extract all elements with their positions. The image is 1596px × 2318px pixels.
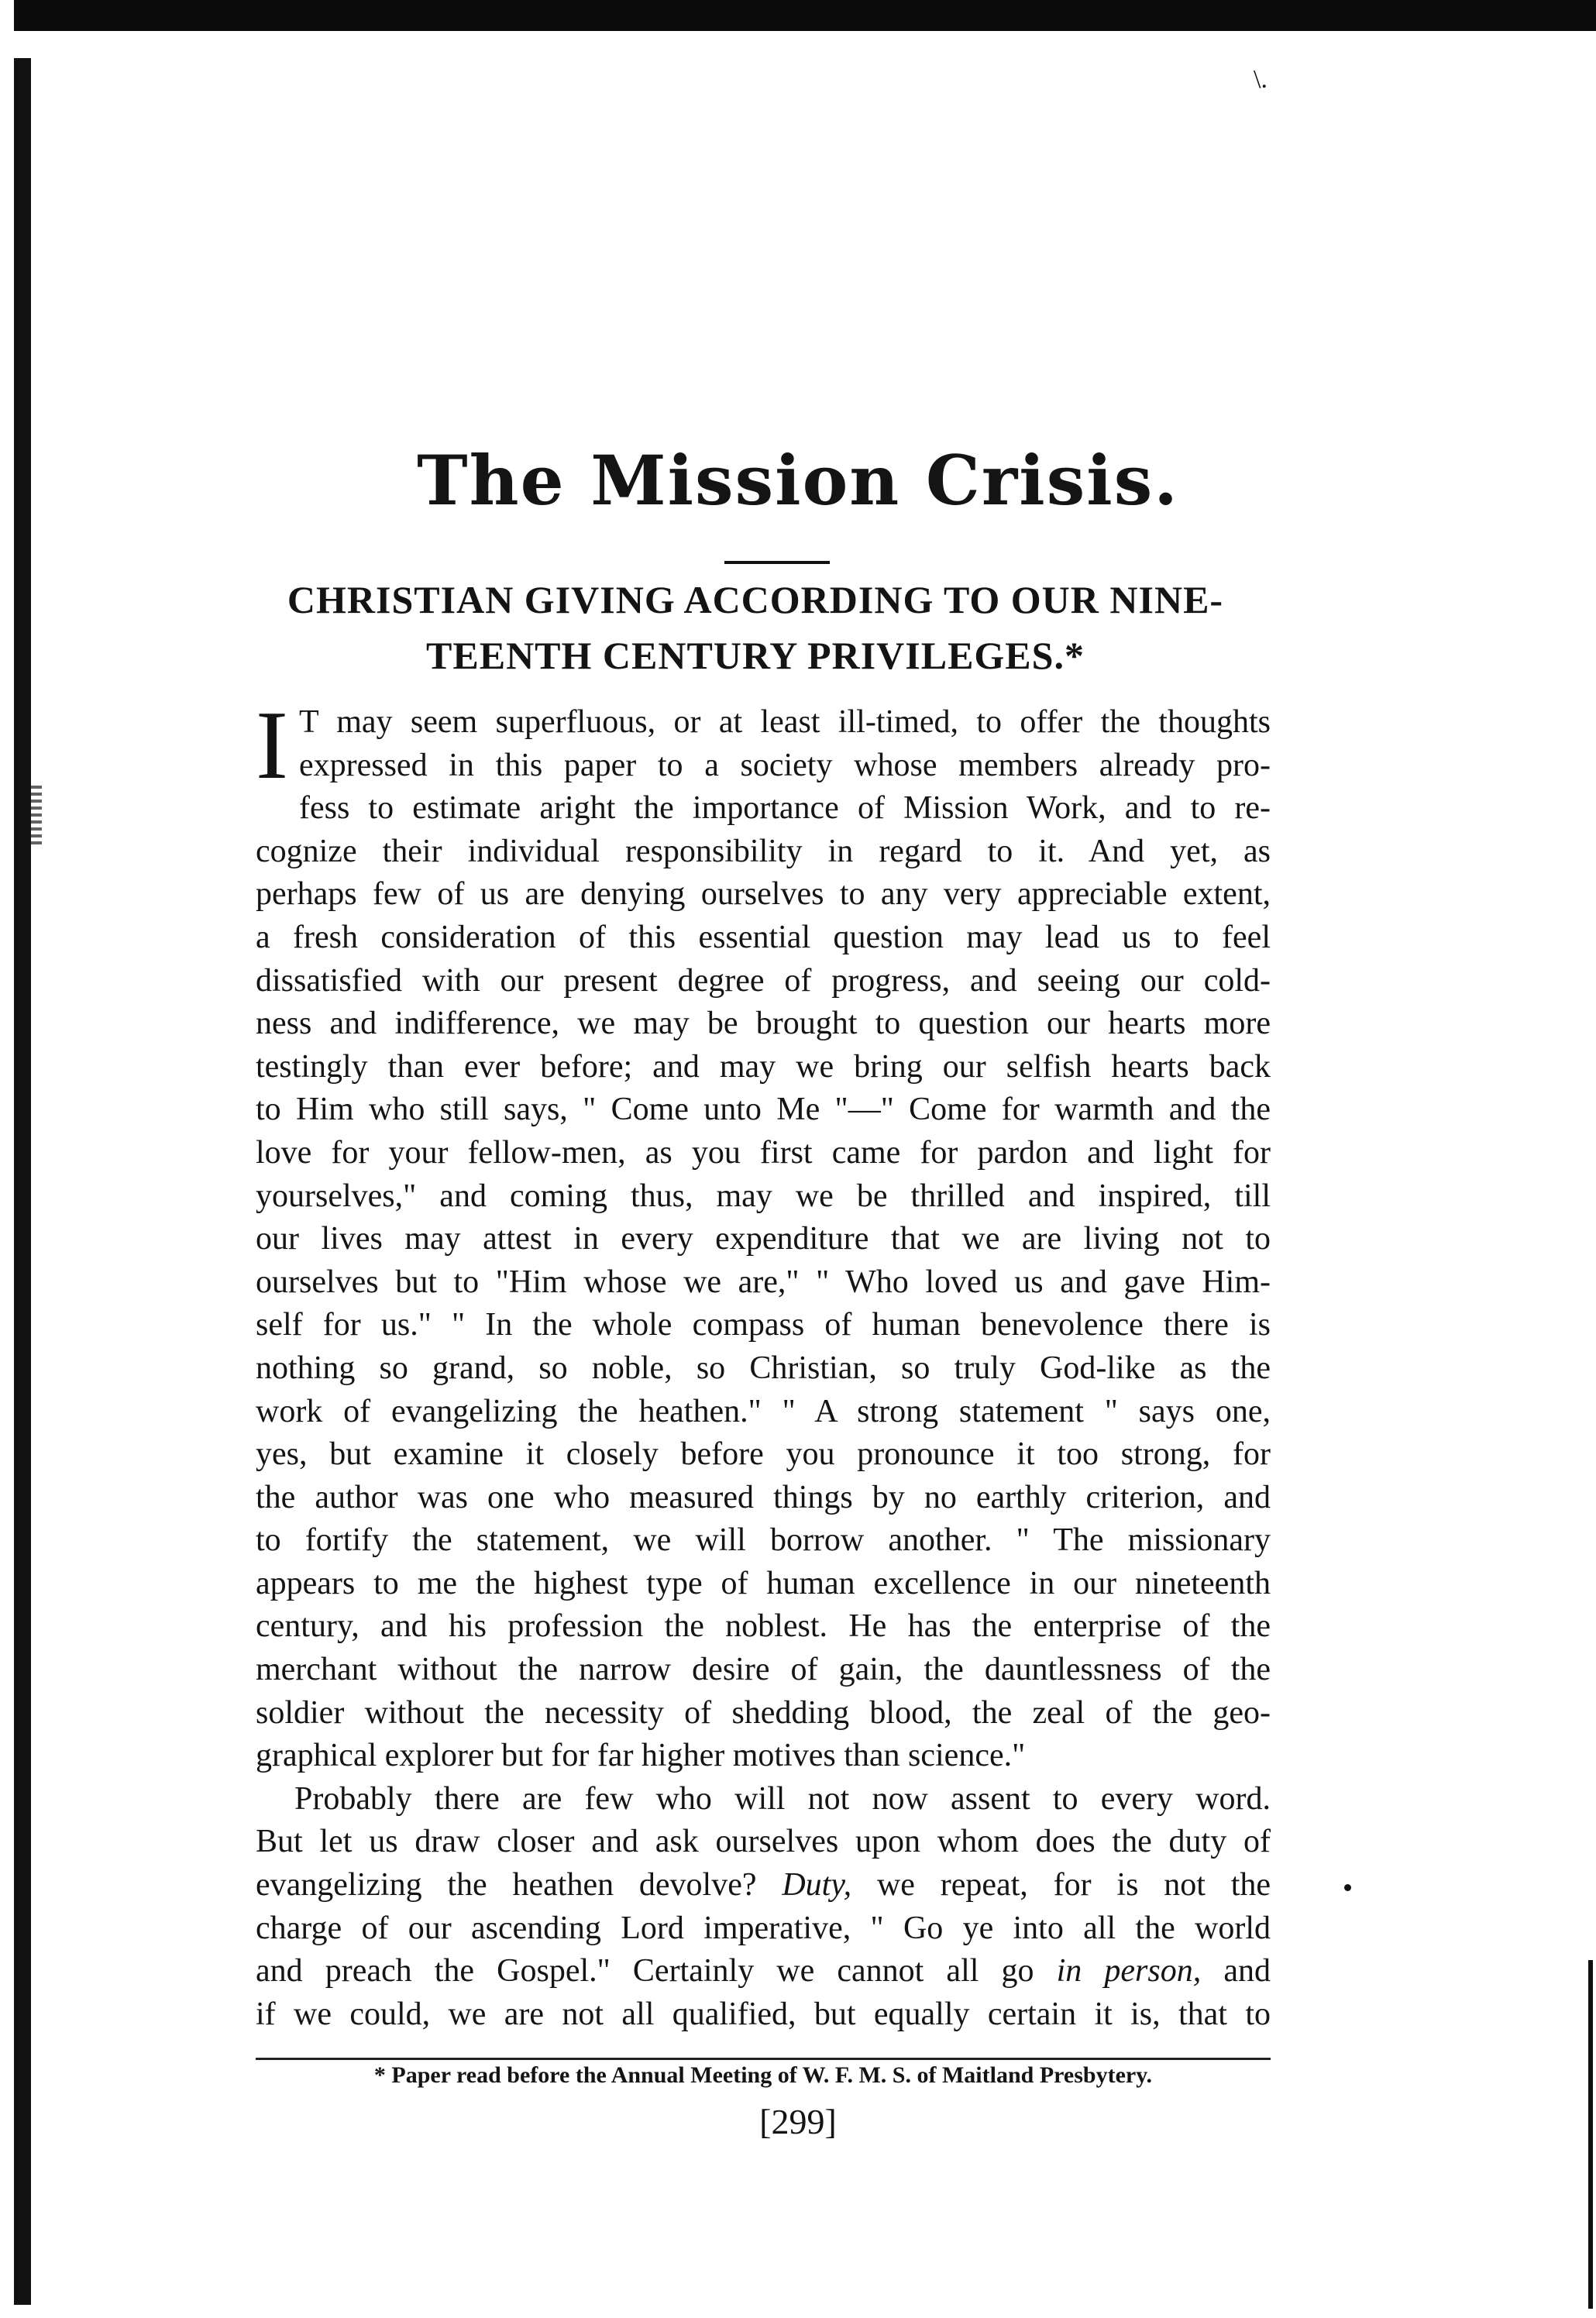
scan-top-border (14, 0, 1596, 31)
text-line: to fortify the statement, we will borrow another. " The missionary (256, 1522, 1271, 1559)
subtitle-line: CHRISTIAN GIVING ACCORDING TO OUR NINE- (287, 578, 1224, 621)
text-line: yes, but examine it closely before you pronounce it too strong, for (256, 1436, 1271, 1473)
footnote-rule (256, 2058, 1271, 2060)
stray-dot (1344, 1884, 1351, 1891)
text-line: if we could, we are not all qualified, but equally certain it is, that to (256, 1996, 1271, 2032)
text-line (256, 1864, 1271, 1907)
italic-emphasis: in person, (1056, 1953, 1202, 1990)
italic-emphasis: Duty, (782, 1867, 852, 1904)
subtitle (240, 572, 1271, 683)
text-line: ourselves but to "Him whose we are," " Who loved us and gave Him- (256, 1264, 1271, 1300)
text-line: testingly than ever before; and may we bring our selfish hearts back (256, 1048, 1271, 1085)
footnote: * Paper read before the Annual Meeting of W. F. M. S. of Maitland Presbytery. (373, 2062, 1153, 2088)
text-line: appears to me the highest type of human excellence in our nineteenth (256, 1565, 1271, 1601)
text-line: ness and indifference, we may be brought to question our hearts more (256, 1006, 1271, 1042)
subtitle-line: TEENTH CENTURY PRIVILEGES.* (426, 634, 1085, 677)
text-line: dissatisfied with our present degree of progress, and seeing our cold- (256, 962, 1271, 999)
text-line: yourselves," and coming thus, may we be thrilled and inspired, till (256, 1178, 1271, 1214)
text-segment: and preach the Gospel." Certainly we cannot all go (256, 1953, 1034, 1990)
page-title: The Mission Crisis. (417, 440, 1179, 521)
drop-cap: I (256, 692, 288, 800)
scan-left-border (14, 58, 31, 2305)
page-number: [299] (759, 2102, 837, 2141)
text-line: century, and his profession the noblest. He has the enterprise of the (256, 1608, 1271, 1645)
text-line: a fresh consideration of this essential question may lead us to feel (256, 919, 1271, 955)
text-line: graphical explorer but for far higher motives than science." (256, 1738, 1026, 1774)
text-line: expressed in this paper to a society whose members already pro- (298, 747, 1271, 783)
text-line: cognize their individual responsibility in regard to it. And yet, as (256, 833, 1271, 869)
text-line: merchant without the narrow desire of gain, the dauntlessness of the (256, 1652, 1271, 1688)
text-line: our lives may attest in every expenditure that we are living not to (256, 1221, 1271, 1257)
text-line: soldier without the necessity of shedding blood, the zeal of the geo- (256, 1694, 1271, 1731)
text-line: work of evangelizing the heathen." " A strong statement " says one, (256, 1393, 1271, 1429)
paragraph-2 (256, 1778, 1271, 2037)
text-line: T may seem superfluous, or at least ill-timed, to offer the thoughts (298, 704, 1271, 740)
text-line (256, 1950, 1271, 1993)
text-line: fess to estimate aright the importance of Mission Work, and to re- (298, 790, 1271, 827)
text-segment: and (1223, 1953, 1271, 1990)
scan-speck (31, 782, 42, 844)
text-line: self for us." " In the whole compass of human benevolence there is (256, 1307, 1271, 1343)
text-line: love for your fellow-men, as you first came for pardon and light for (256, 1134, 1271, 1171)
title-rule (724, 561, 830, 564)
stray-mark: \. (1254, 65, 1268, 94)
text-line: But let us draw closer and ask ourselves upon whom does the duty of (256, 1824, 1271, 1860)
text-line: nothing so grand, so noble, so Christian, so truly God-like as the (256, 1350, 1271, 1386)
text-segment: evangelizing the heathen devolve? (256, 1867, 757, 1904)
paragraph-1 (256, 692, 1271, 1778)
text-line: the author was one who measured things by no earthly criterion, and (256, 1479, 1271, 1515)
text-line: charge of our ascending Lord imperative, " Go ye into all the world (256, 1910, 1271, 1946)
text-line: to Him who still says, " Come unto Me "—" Come for warmth and the (256, 1092, 1271, 1128)
text-segment: we repeat, for is not the (876, 1867, 1271, 1904)
article-body (256, 692, 1271, 2036)
text-line: perhaps few of us are denying ourselves to any very appreciable extent, (256, 876, 1271, 913)
text-line: Probably there are few who will not now assent to every word. (294, 1780, 1271, 1817)
